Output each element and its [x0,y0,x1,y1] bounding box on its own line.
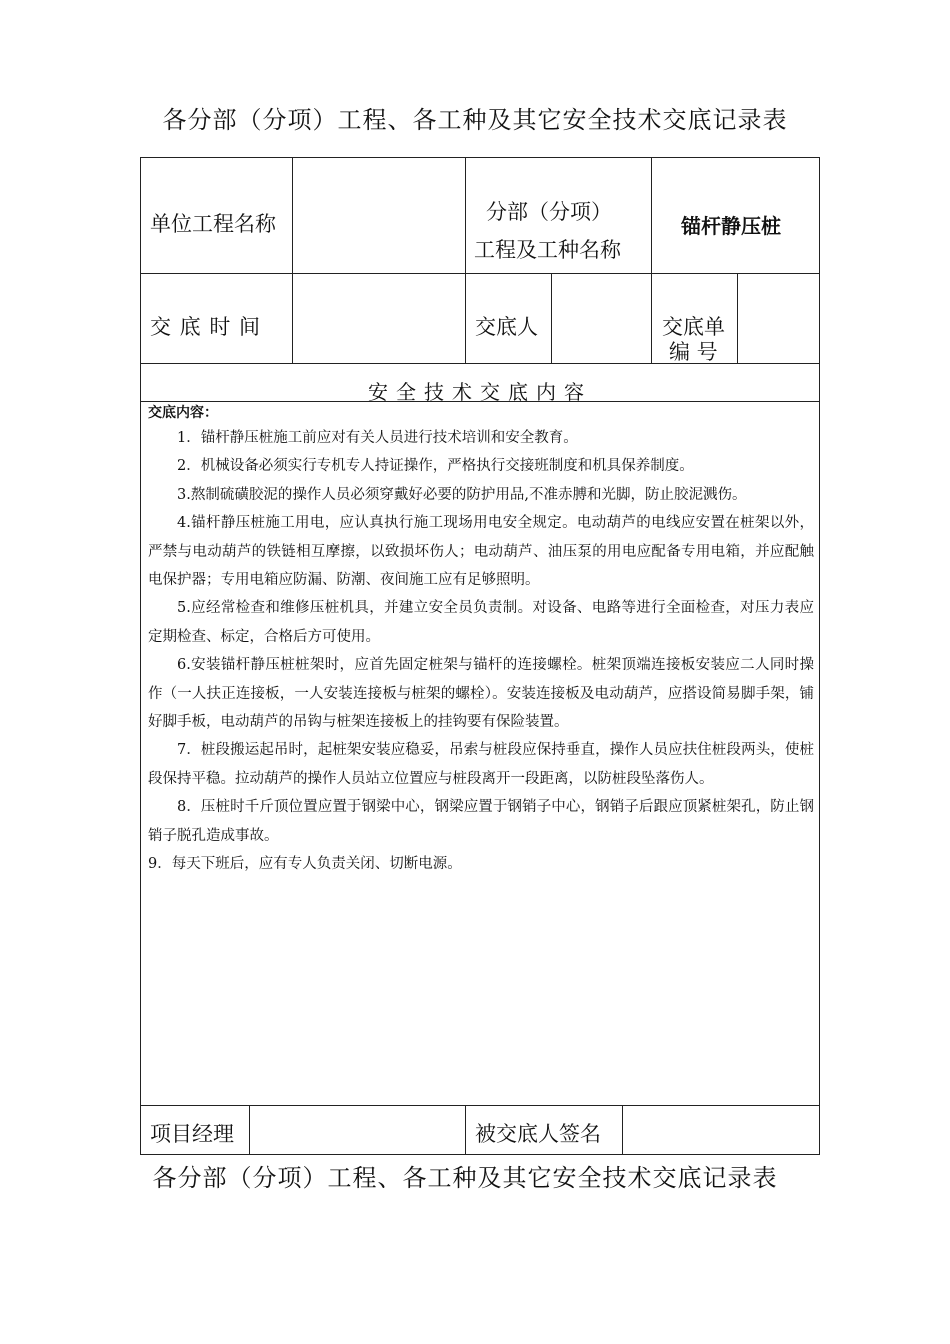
page-title-repeat: 各分部（分项）工程、各工种及其它安全技术交底记录表 [152,1164,778,1192]
content-item: 8．压桩时千斤顶位置应置于钢梁中心，钢梁应置于钢销子中心，钢销子后跟应顶紧桩架孔，防止钢销子脱孔造成事故。 [148,799,814,844]
content-label: 交底内容： [148,405,218,421]
number-label-line2: 编 号 [669,340,718,364]
content-item: 4.锚杆静压桩施工用电，应认真执行施工现场用电安全规定。电动葫芦的电线应安置在桩架以外，严禁与电动葫芦的铁链相互摩擦，以致损坏伤人；电动葫芦、油压泵的用电应配备专用电箱，并应配触电保护器；专用电箱应防漏、防潮、夜间施工应有足够照明。 [148,515,814,589]
col-divider [465,1105,466,1155]
content-item: 1．锚杆静压桩施工前应对有关人员进行技术培训和安全教育。 [177,430,578,446]
col-divider [651,157,652,363]
content-item: 7．桩段搬运起吊时，起桩架安装应稳妥，吊索与桩段应保持垂直，操作人员应扶住桩段两头，使桩段保持平稳。拉动葫芦的操作人员站立位置应与桩段离开一段距离，以防桩段坠落伤人。 [148,742,814,787]
col-divider [737,273,738,363]
col-divider [292,157,293,363]
person-label: 交底人 [475,315,538,339]
content-item: 2．机械设备必须实行专机专人持证操作，严格执行交接班制度和机具保养制度。 [177,458,694,475]
row-divider [140,363,820,364]
subproject-value[interactable]: 锚杆静压桩 [681,214,781,238]
col-divider [551,273,552,363]
content-item: 6.安装锚杆静压桩桩架时，应首先固定桩架与锚杆的连接螺栓。桩架顶端连接板安装应二人同时操作（一人扶正连接板，一人安装连接板与桩架的螺栓）。安装连接板及电动葫芦，应搭设简易脚手架，铺好脚手板，电动葫芦的吊钩与桩架连接板上的挂钩要有保险装置。 [148,657,814,731]
recipient-label: 被交底人签名 [475,1122,601,1146]
subproject-label-line1: 分部（分项） [486,200,612,224]
col-divider [249,1105,250,1155]
row-divider [140,1105,820,1106]
content-item: 5.应经常检查和维修压桩机具，并建立安全员负责制。对设备、电路等进行全面检查，对压力表应定期检查、标定，合格后方可使用。 [148,600,814,645]
col-divider [622,1105,623,1155]
time-label: 交 底 时 间 [150,315,262,339]
section-heading: 安全技术交底内容 [368,380,592,404]
manager-label: 项目经理 [150,1122,234,1146]
number-label-line1: 交底单 [662,315,725,339]
row-divider [140,273,820,274]
subproject-label-line2: 工程及工种名称 [474,238,621,262]
unit-project-label: 单位工程名称 [150,212,276,236]
col-divider [465,157,466,363]
content-item: 3.熬制硫磺胶泥的操作人员必须穿戴好必要的防护用品,不准赤膊和光脚，防止胶泥溅伤。 [177,486,747,503]
content-item: 9．每天下班后，应有专人负责关闭、切断电源。 [148,856,462,873]
disclosure-content [148,402,814,879]
page-title: 各分部（分项）工程、各工种及其它安全技术交底记录表 [162,106,788,134]
